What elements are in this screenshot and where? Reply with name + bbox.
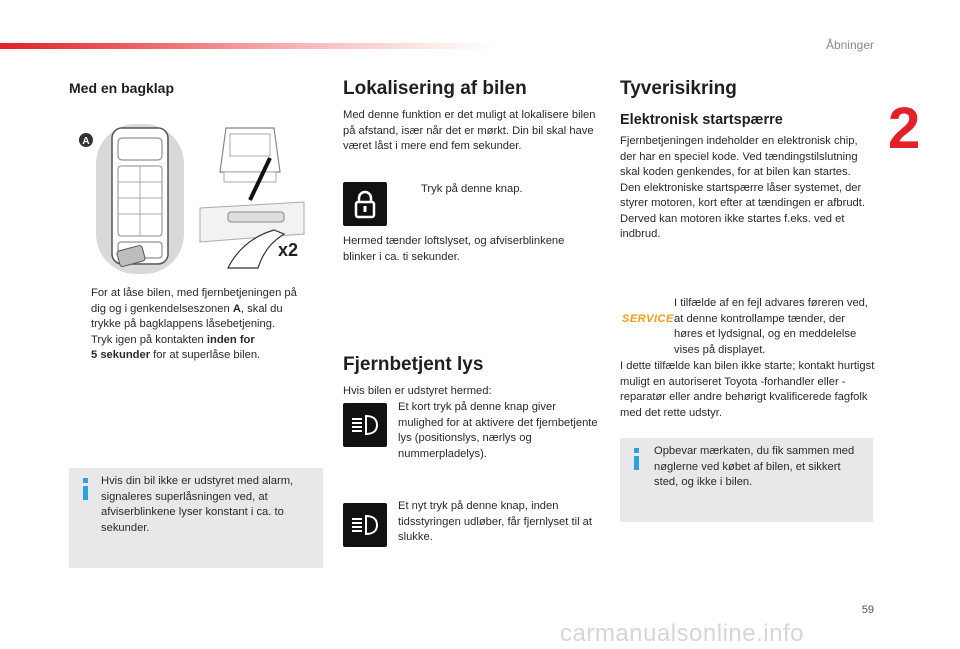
remote-text-short-press: Et kort tryk på denne knap giver mulighed for at aktivere det fjernbetjente lys (positionslys, nærlys og nummerpladelys). xyxy=(398,401,598,460)
service-warning-icon: SERVICE xyxy=(622,313,674,325)
bullet-marker xyxy=(69,286,91,333)
header-accent-bar xyxy=(0,43,500,49)
press-twice-label: x2 xyxy=(278,240,299,260)
info-box-alarm xyxy=(69,468,323,568)
bullet-marker xyxy=(69,333,91,364)
immobiliser-text: Fjernbetjeningen indeholder en elektronisk chip, der har en speciel kode. Ved tændingstilslutning skal koden genkendes, for at bilen kan startes. xyxy=(620,135,858,178)
section-title: Åbninger xyxy=(825,38,874,52)
info-text: Opbevar mærkaten, du fik sammen med nøglerne ved købet af bilen, et sikkert sted, og ikke i bilen. xyxy=(654,445,855,488)
section-heading: Med en bagklap xyxy=(69,80,175,96)
headlight-button-icon xyxy=(343,403,387,447)
headlight-button-icon xyxy=(343,503,387,547)
immobiliser-text-2: Den elektroniske startspærre låser systemet, der styrer motoren, kort efter at tændingen er afbrudt. Derved kan motoren ikke startes f.eks. ved et indbrud. xyxy=(620,181,865,240)
col-remote-lighting xyxy=(343,354,598,400)
bullet-marker xyxy=(399,182,421,198)
dealer-contact-text: I dette tilfælde kan bilen ikke starte; kontakt hurtigst muligt en autoriseret Toyota -forhandler eller -reparatør eller andre behørigt kvalificerede fagfolk med det rette udstyr. xyxy=(620,360,875,419)
lock-button-icon xyxy=(343,182,387,226)
col-tailgate xyxy=(69,80,324,96)
section-heading: Tyverisikring xyxy=(620,78,737,99)
chapter-number: 2 xyxy=(888,96,921,161)
service-warning-text: I tilfælde af en fejl advares føreren ved, at denne kontrollampe tænder, der høres et lydsignal, og en meddelelse vises på displayet. xyxy=(674,297,869,356)
locate-result-text: Hermed tænder loftslyset, og afviserblinkene blinker i ca. ti sekunder. xyxy=(343,235,565,263)
remote-intro: Hvis bilen er udstyret hermed: xyxy=(343,385,492,397)
info-box-keytag xyxy=(620,438,873,522)
svg-text:A: A xyxy=(82,136,90,147)
car-tailgate-illustration xyxy=(78,118,310,278)
remote-text-second-press: Et nyt tryk på denne knap, inden tidsstyringen udløber, får fjernlyset til at slukke. xyxy=(398,500,592,543)
col-anti-theft xyxy=(620,78,875,243)
list-item: For at låse bilen, med fjernbetjeningen på dig og i genkendelseszonen A, skal du trykke på bagklappens låsebetjening. xyxy=(69,286,321,333)
col-locate-vehicle xyxy=(343,78,598,155)
list-item: Tryk på denne knap. xyxy=(399,182,599,198)
tailgate-figure xyxy=(78,118,310,278)
page-number: 59 xyxy=(861,604,874,616)
intro-text: Med denne funktion er det muligt at lokalisere bilen på afstand, især når det er mørkt. Din bil skal have været låst i mere end fem sekunder. xyxy=(343,109,596,152)
section-heading: Fjernbetjent lys xyxy=(343,354,484,375)
site-watermark: carmanualsonline.info xyxy=(560,620,804,647)
list-item: Tryk igen på kontakten inden for 5 sekunder for at superlåse bilen. xyxy=(69,333,321,364)
section-heading: Lokalisering af bilen xyxy=(343,78,527,99)
tailgate-instructions xyxy=(69,286,321,364)
info-text: Hvis din bil ikke er udstyret med alarm, signaleres superlåsningen ved, at afviserblinkene lyser konstant i ca. to sekunder. xyxy=(101,475,294,534)
subsection-heading: Elektronisk startspærre xyxy=(620,112,783,128)
car-rear-view xyxy=(220,128,280,172)
